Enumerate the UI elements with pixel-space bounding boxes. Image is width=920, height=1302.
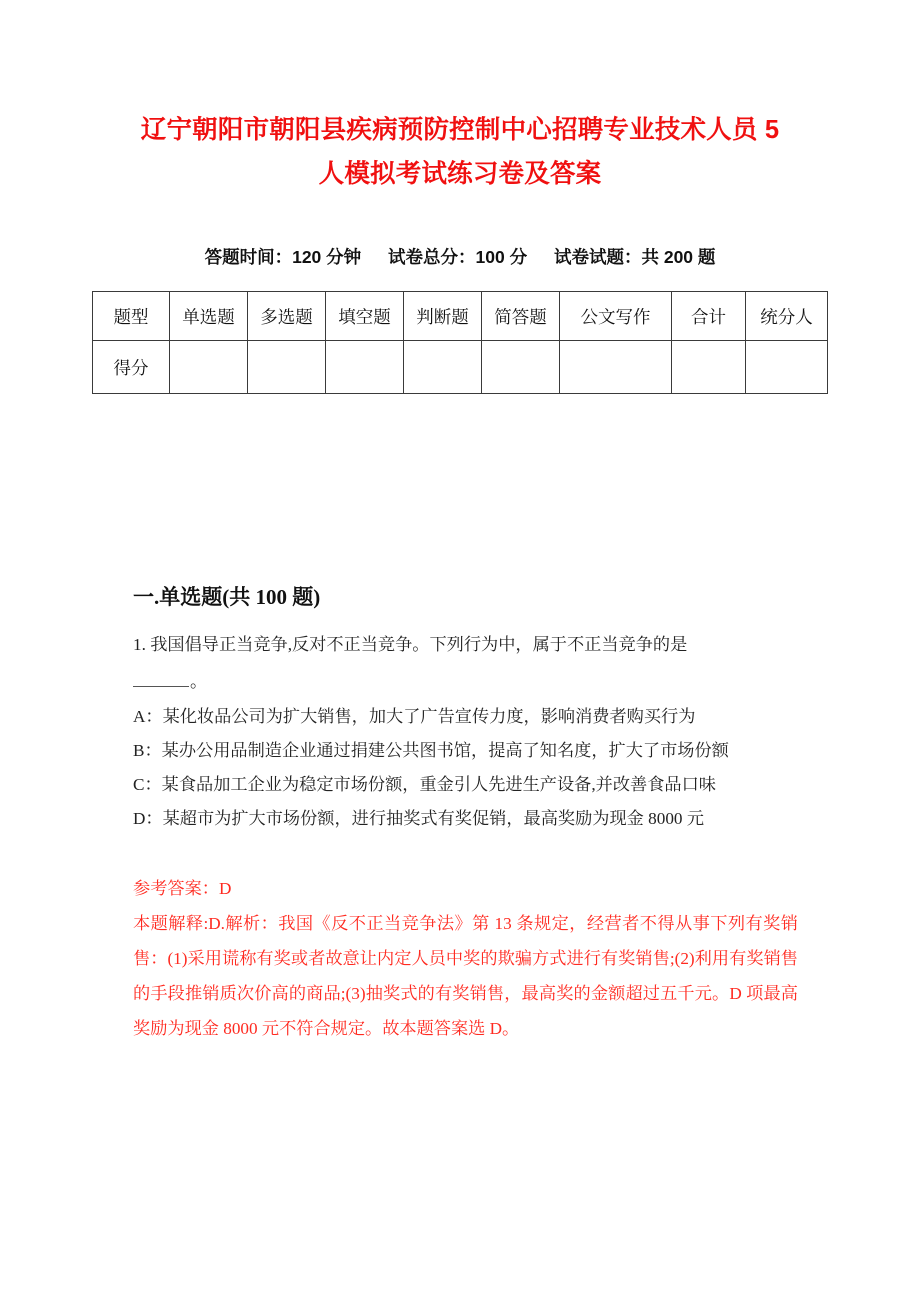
score-table-container: [0, 269, 920, 394]
score-cell[interactable]: [170, 341, 248, 394]
blank-spacer: [0, 394, 920, 580]
question-blank-line: [133, 663, 798, 700]
table-header-cell: 统分人: [746, 292, 828, 341]
exam-meta-line: [0, 196, 920, 269]
table-header-cell: 合计: [672, 292, 746, 341]
option-a[interactable]: A：某化妆品公司为扩大销售，加大了广告宣传力度，影响消费者购买行为: [133, 707, 696, 726]
page-title: 辽宁朝阳市朝阳县疾病预防控制中心招聘专业技术人员 5 人模拟考试练习卷及答案: [140, 116, 780, 188]
score-cell[interactable]: [746, 341, 828, 394]
exam-total-score: 试卷总分：100 分: [388, 247, 528, 267]
table-row-label: 得分: [93, 341, 170, 394]
option-d[interactable]: D：某超市为扩大市场份额，进行抽奖式有奖促销，最高奖励为现金 8000 元: [133, 809, 705, 828]
reference-answer: 参考答案：D: [133, 879, 232, 898]
table-row-score: [93, 341, 828, 394]
table-header-cell: 简答题: [482, 292, 560, 341]
score-cell[interactable]: [482, 341, 560, 394]
table-header-cell: 多选题: [248, 292, 326, 341]
answer-block: [0, 836, 920, 1046]
section-heading-single-choice: 一.单选题(共 100 题): [133, 585, 321, 609]
table-header-cell: 公文写作: [560, 292, 672, 341]
table-header-cell: 题型: [93, 292, 170, 341]
score-cell[interactable]: [248, 341, 326, 394]
score-cell[interactable]: [560, 341, 672, 394]
table-row-header: [93, 292, 828, 341]
answer-blank-rule[interactable]: [133, 674, 189, 687]
question-stem-tail: 。: [190, 672, 208, 691]
score-cell[interactable]: [672, 341, 746, 394]
score-cell[interactable]: [404, 341, 482, 394]
table-header-cell: 判断题: [404, 292, 482, 341]
table-header-cell: 填空题: [326, 292, 404, 341]
question-stem: 1. 我国倡导正当竞争,反对不正当竞争。下列行为中，属于不正当竞争的是: [133, 635, 688, 654]
score-table: [92, 291, 828, 394]
question-1-block: [0, 614, 920, 836]
answer-explanation: 本题解释:D.解析：我国《反不正当竞争法》第 13 条规定，经营者不得从事下列有奖销售：(1)采用谎称有奖或者故意让内定人员中奖的欺骗方式进行有奖销售;(2)利用有奖销售的手段推销质次价高的商品;(3)抽奖式的有奖销售，最高奖的金额超过五千元。D 项最高奖励为现金 8000 元不符合规定。故本题答案选 D。: [133, 914, 798, 1038]
option-b[interactable]: B：某办公用品制造企业通过捐建公共图书馆，提高了知名度，扩大了市场份额: [133, 741, 729, 760]
option-c[interactable]: C：某食品加工企业为稳定市场份额，重金引人先进生产设备,并改善食品口味: [133, 775, 716, 794]
exam-question-count: 试卷试题：共 200 题: [553, 247, 716, 267]
score-cell[interactable]: [326, 341, 404, 394]
table-header-cell: 单选题: [170, 292, 248, 341]
exam-duration: 答题时间：120 分钟: [204, 247, 362, 267]
